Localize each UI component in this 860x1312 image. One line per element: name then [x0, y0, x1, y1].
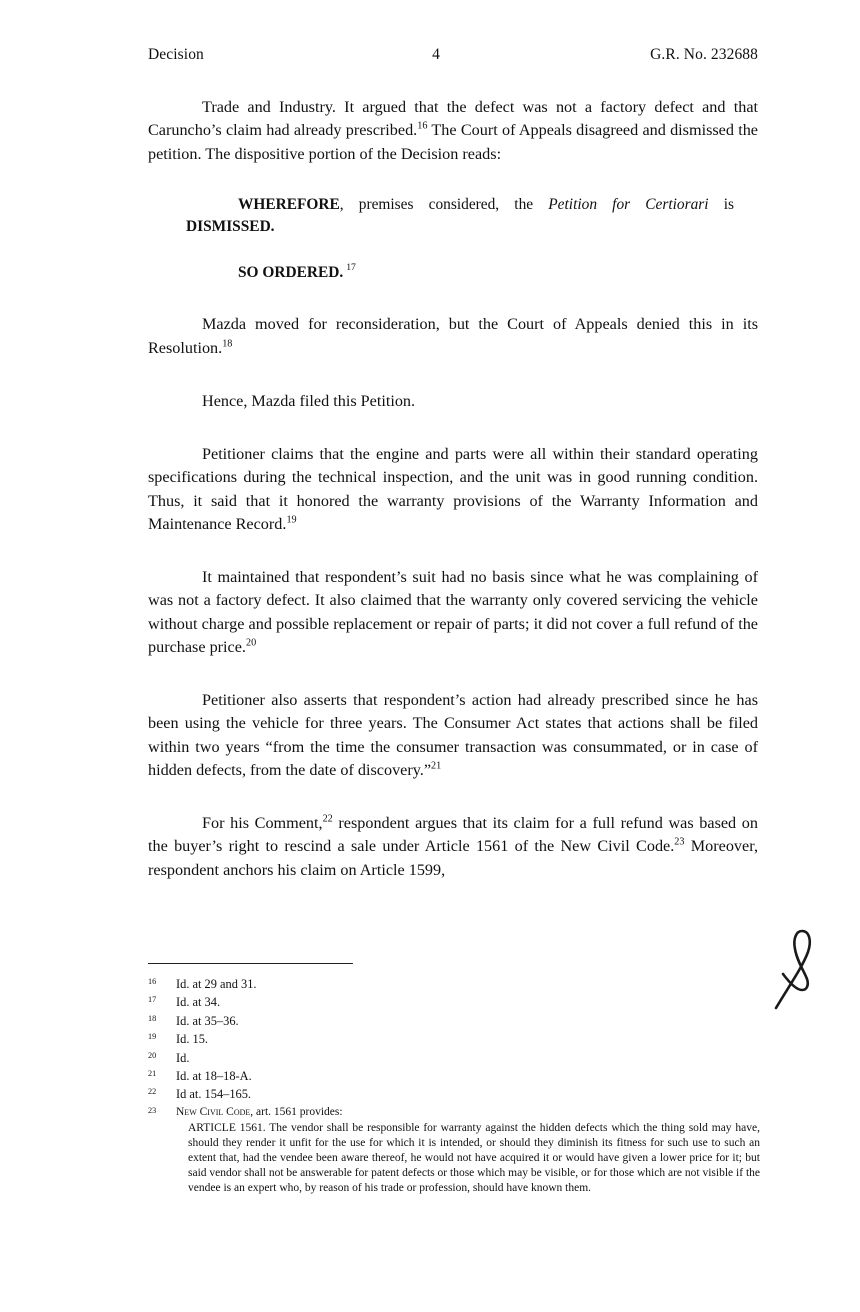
paragraph-7-text-b: respondent argues that its claim for a full refund was based on the buyer’s right to rescind a sale under Article 1561 of the New Civil Code. — [148, 814, 758, 856]
paragraph-1 — [148, 96, 758, 166]
footnote-item-23 — [148, 1105, 760, 1197]
paragraph-4 — [148, 443, 758, 536]
footnote-text: Id. — [176, 1050, 190, 1065]
footnote-ref-20[interactable]: 20 — [245, 637, 257, 649]
footnote-list — [148, 976, 760, 1198]
footnote-text: Id. at 35–36. — [176, 1013, 239, 1028]
footnote-text: Id. at 18–18-A. — [176, 1068, 252, 1083]
paragraph-5 — [148, 566, 758, 659]
paragraph-1-text-b: The Court of Appeals disagreed and dismissed the petition. The dispositive portion of the Decision reads: — [148, 121, 758, 163]
footnote-number: 19 — [148, 1032, 157, 1042]
footnote-ref-22[interactable]: 22 — [322, 813, 333, 825]
footnote-number: 16 — [148, 977, 157, 986]
paragraph-1-text-a: Trade and Industry. It argued that the defect was not a factory defect and that Caruncho’s claim had already prescribed. — [148, 98, 758, 140]
paragraph-5-text: It maintained that respondent’s suit had no basis since what he was complaining of was not a factory defect. It also claimed that the warranty only covered servicing the vehicle without charge and possible replacement or repair of parts; it did not cover a full refund of the purchase price. — [148, 568, 758, 656]
footnote-item — [148, 1068, 760, 1084]
footnote-number: 22 — [148, 1087, 157, 1097]
wherefore-label: WHEREFORE — [238, 195, 340, 213]
dispositive-quote-block — [186, 194, 734, 284]
footnote-item — [148, 976, 760, 992]
footnote-separator — [148, 963, 353, 964]
footnote-item — [148, 1050, 760, 1066]
footnote-number: 17 — [148, 995, 157, 1005]
running-head — [148, 46, 758, 64]
footnote-item — [148, 1031, 760, 1047]
dismissed-label: DISMISSED. — [186, 217, 275, 235]
paragraph-2-text: Mazda moved for reconsideration, but the Court of Appeals denied this in its Resolution. — [148, 315, 758, 357]
wherefore-text-b: is — [708, 195, 735, 213]
footnote-23-body — [176, 1105, 760, 1197]
running-head-left: Decision — [148, 46, 204, 63]
so-ordered-label: SO ORDERED. — [238, 263, 344, 281]
footnote-text: Id. at 34. — [176, 995, 221, 1010]
so-ordered-paragraph — [186, 262, 734, 284]
paragraph-6-text: Petitioner also asserts that respondent’s action had already prescribed since he has been using the vehicle for three years. The Consumer Act states that actions shall be filed within two years “from the time the consumer transaction was consummated, or in case of hidden defects, from the date of discovery.” — [148, 691, 758, 779]
paragraph-3: Hence, Mazda filed this Petition. — [202, 391, 416, 410]
wherefore-text-a: , premises considered, the — [339, 195, 549, 213]
docket-number: G.R. No. 232688 — [650, 46, 758, 63]
footnote-ref-21[interactable]: 21 — [431, 760, 442, 772]
footnote-number: 18 — [148, 1013, 157, 1023]
footnote-item — [148, 1013, 760, 1029]
footnote-text: Id. at 29 and 31. — [176, 977, 257, 991]
footnote-item — [148, 1086, 760, 1102]
civil-code-citation-rest: , art. 1561 provides: — [250, 1105, 343, 1118]
footnote-ref-18[interactable]: 18 — [222, 338, 233, 350]
footnote-number: 23 — [148, 1105, 157, 1115]
paragraph-2 — [148, 313, 758, 360]
handwritten-initial-icon — [769, 924, 829, 1012]
footnote-ref-17[interactable]: 17 — [346, 262, 356, 274]
footnote-number: 20 — [148, 1050, 157, 1060]
footnote-ref-19[interactable]: 19 — [286, 514, 297, 526]
paragraph-7 — [148, 812, 758, 882]
footnote-text: Id. 15. — [176, 1032, 209, 1047]
wherefore-paragraph — [186, 194, 734, 238]
petition-title: Petition for Certiorari — [548, 195, 709, 213]
paragraph-6 — [148, 689, 758, 782]
paragraph-7-text-c: Moreover, respondent anchors his claim on Article 1599, — [148, 837, 758, 879]
paragraph-4-text: Petitioner claims that the engine and parts were all within their standard operating specifications during the technical inspection, and the unit was in good running condition. Thus, it said that it honored the warranty provisions of the Warranty Information and Maintenance Record. — [148, 445, 758, 533]
footnote-ref-23[interactable]: 23 — [674, 836, 685, 848]
footnote-ref-16[interactable]: 16 — [417, 120, 428, 132]
footnote-text: Id at. 154–165. — [176, 1087, 252, 1102]
article-1561-text: ARTICLE 1561. The vendor shall be responsible for warranty against the hidden defects which the thing sold may have, should they render it unfit for the use for which it is intended, or should they diminish its fitness for such use to such an extent that, had the vendee been aware thereof, he would not have acquired it or would have given a lower price for it; but said vendor shall not be answerable for patent defects or those which may be visible, or for those which are not visible if the vendee is an expert who, by reason of his trade or profession, should have known them. — [188, 1121, 760, 1195]
body-column — [148, 96, 758, 882]
civil-code-citation: New Civil Code — [176, 1105, 251, 1118]
paragraph-7-text-a: For his Comment, — [202, 814, 323, 833]
footnote-item — [148, 994, 760, 1010]
footnote-number: 21 — [148, 1068, 157, 1078]
page-number: 4 — [432, 46, 440, 63]
